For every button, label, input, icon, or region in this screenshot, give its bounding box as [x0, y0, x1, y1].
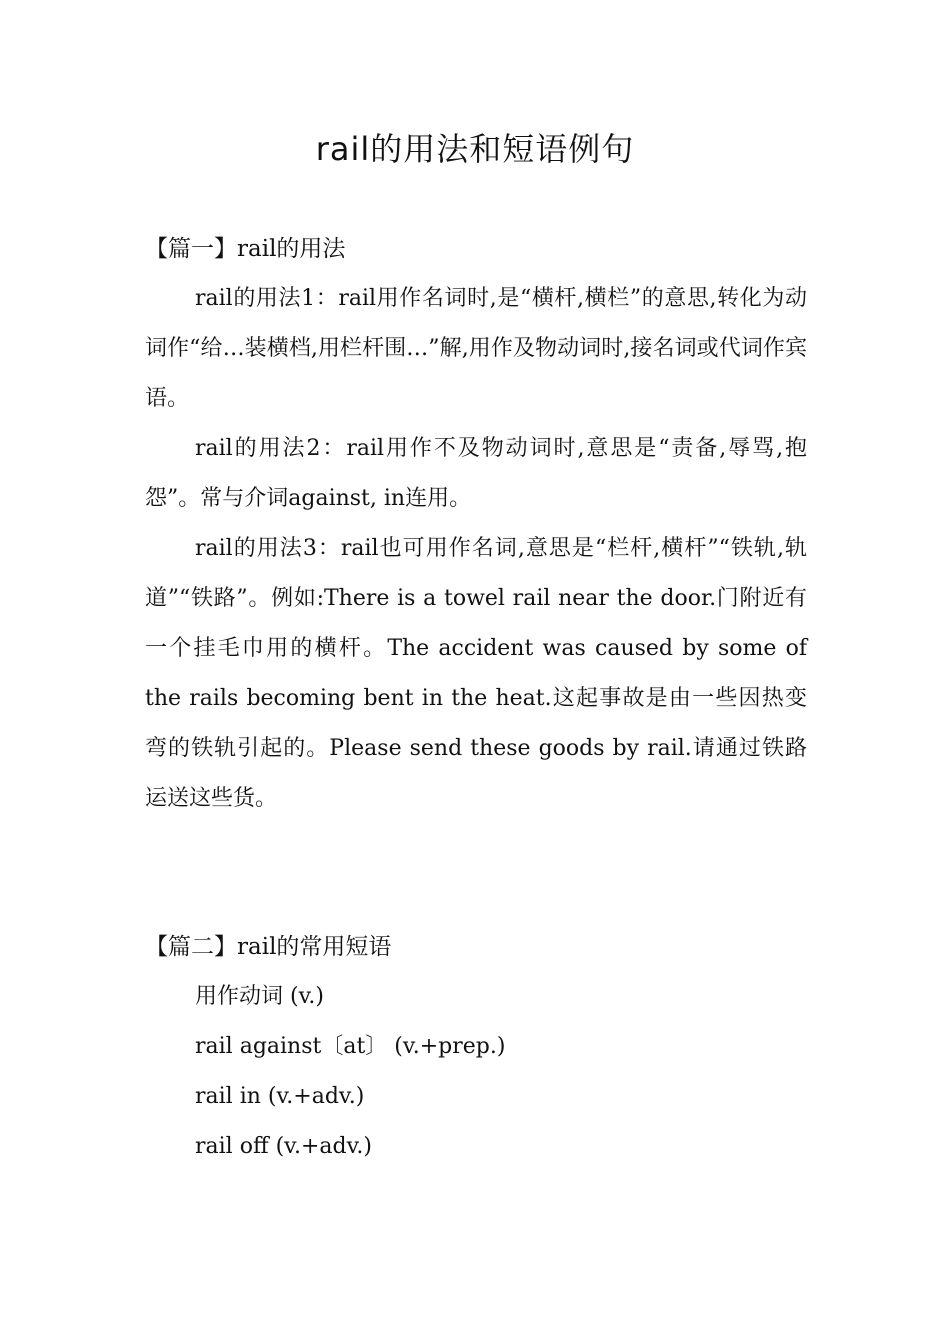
section-one-heading: 【篇一】rail的用法 — [145, 236, 346, 262]
document-title: rail的用法和短语例句 — [315, 130, 635, 168]
usage-paragraph-3: rail的用法3：rail也可用作名词,意思是“栏杆,横杆”“铁轨,轨道”“铁路”。例如:There is a towel rail near the door.门附近有一个挂毛巾用的横杆。The accident was caused by some of the rails becoming bent in the heat.这起事故是由一些因热变弯的铁轨引起的。Please send these goods by rail.请通过铁路运送这些货。 — [145, 536, 807, 811]
section-one — [145, 224, 807, 824]
usage-paragraph-2: rail的用法2：rail用作不及物动词时,意思是“责备,辱骂,抱怨”。常与介词against, in连用。 — [145, 436, 807, 511]
section-two-heading: 【篇二】rail的常用短语 — [145, 934, 392, 960]
section-two — [145, 922, 807, 1172]
usage-paragraph-1: rail的用法1：rail用作名词时,是“横杆,横栏”的意思,转化为动词作“给…装横档,用栏杆围…”解,用作及物动词时,接名词或代词作宾语。 — [145, 286, 807, 411]
phrase-item: rail in (v.+adv.) — [195, 1084, 365, 1109]
phrase-item: rail against〔at〕 (v.+prep.) — [195, 1034, 506, 1059]
phrase-item: 用作动词 (v.) — [195, 984, 324, 1009]
phrase-item: rail off (v.+adv.) — [195, 1134, 372, 1159]
